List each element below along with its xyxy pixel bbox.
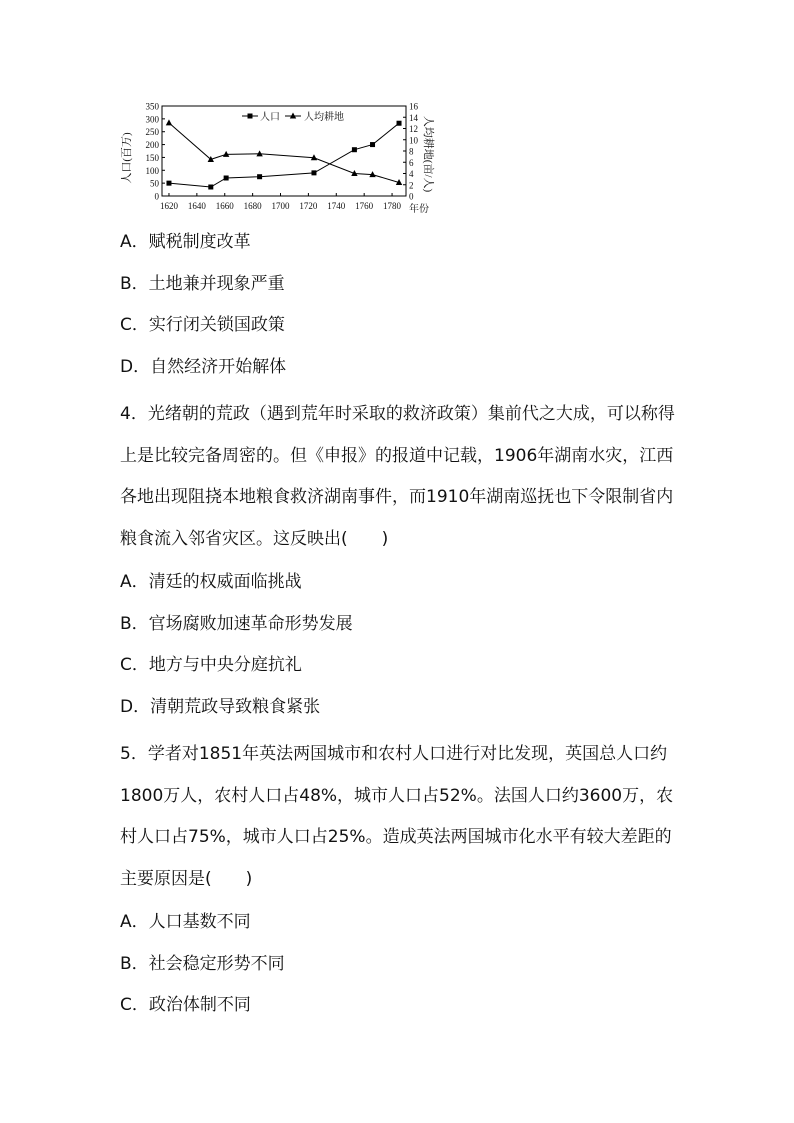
- option-letter: A．: [120, 912, 149, 932]
- left-tick-label: 150: [145, 152, 159, 163]
- option-letter: A．: [120, 232, 149, 252]
- population-farmland-chart: [118, 98, 438, 216]
- series-lines: [169, 123, 399, 187]
- right-tick-label: 16: [409, 101, 418, 112]
- q4-option-d: [120, 693, 680, 722]
- population-point: [224, 176, 229, 181]
- population-point: [370, 142, 375, 147]
- option-letter: B．: [120, 613, 149, 634]
- option-text: 地方与中央分庭抗礼: [148, 655, 302, 675]
- x-tick-label: 1640: [187, 201, 206, 211]
- left-axis-label: 人口(百万): [121, 132, 133, 184]
- q3-option-a: [120, 228, 680, 257]
- option-text: 人口基数不同: [148, 912, 251, 932]
- q3-option-d: [120, 353, 680, 382]
- option-text: 政治体制不同: [148, 995, 251, 1015]
- population-point: [352, 147, 357, 152]
- right-tick-label: 8: [409, 146, 414, 157]
- right-tick-label: 2: [409, 180, 414, 191]
- right-tick-label: 4: [409, 169, 414, 179]
- population-point: [311, 170, 316, 175]
- q3-option-b: [120, 270, 680, 299]
- legend-label-farmland: 人均耕地: [304, 112, 344, 123]
- population-point: [257, 174, 262, 179]
- q4-option-b: [120, 610, 680, 639]
- q5-option-a: [120, 908, 680, 937]
- right-tick-label: 0: [409, 191, 414, 202]
- x-axis-unit: 年份: [409, 204, 429, 215]
- q3-options: [120, 228, 680, 382]
- option-letter: C．: [120, 315, 149, 335]
- legend-label-population: 人口: [260, 112, 280, 123]
- question-content: [120, 228, 680, 1033]
- x-tick-label: 1700: [271, 201, 290, 211]
- x-tick-label: 1780: [383, 201, 402, 211]
- x-tick-label: 1680: [243, 201, 262, 211]
- option-letter: B．: [120, 273, 149, 294]
- option-text: 自然经济开始解体: [150, 356, 287, 377]
- q3-option-c: [120, 311, 680, 340]
- option-text: 土地兼并现象严重: [148, 273, 285, 294]
- q5-option-b: [120, 950, 680, 979]
- right-axis-label: 人均耕地(亩/人): [422, 115, 434, 193]
- option-letter: C．: [120, 655, 149, 675]
- left-tick-label: 100: [145, 165, 159, 176]
- option-letter: D．: [120, 696, 151, 717]
- x-tick-label: 1660: [215, 201, 234, 211]
- option-text: 清廷的权威面临挑战: [148, 572, 302, 592]
- x-tick-label: 1720: [299, 201, 318, 211]
- q5-stem: 5．学者对1851年英法两国城市和农村人口进行对比发现，英国总人口约1800万人，农村人口占48%，城市人口占52%。法国人口约3600万，农村人口占75%，城市人口占25%。造成英法两国城市化水平有较大差距的主要原因是( ): [120, 744, 674, 889]
- q4-option-a: [120, 568, 680, 597]
- q4-stem: 4．光绪朝的荒政（遇到荒年时采取的救济政策）集前代之大成，可以称得上是比较完备周密的。但《申报》的报道中记载，1906年湖南水灾，江西各地出现阻挠本地粮食救济湖南事件，而1910年湖南巡抚也下令限制省内粮食流入邻省灾区。这反映出( ): [120, 404, 675, 549]
- option-text: 清朝荒政导致粮食紧张: [150, 696, 321, 717]
- q4-option-c: [120, 651, 680, 680]
- left-tick-label: 300: [145, 114, 159, 125]
- right-tick-label: 12: [409, 124, 418, 134]
- left-tick-label: 0: [154, 191, 159, 202]
- left-tick-label: 50: [150, 178, 159, 189]
- plot-frame: [162, 106, 406, 196]
- x-tick-label: 1620: [159, 201, 178, 211]
- x-tick-label: 1740: [327, 201, 346, 211]
- population-point: [166, 181, 171, 186]
- option-text: 实行闭关锁国政策: [148, 315, 285, 335]
- x-tick-label: 1760: [355, 201, 374, 211]
- q4-options: [120, 568, 680, 722]
- option-text: 赋税制度改革: [148, 232, 251, 252]
- farmland-series-line: [169, 123, 399, 183]
- left-tick-label: 200: [145, 140, 159, 151]
- option-text: 社会稳定形势不同: [148, 953, 285, 974]
- chart-axes: [162, 106, 406, 196]
- farmland-point: [166, 119, 172, 125]
- q5-option-c: [120, 991, 680, 1020]
- option-letter: B．: [120, 953, 149, 974]
- right-tick-label: 10: [409, 135, 418, 146]
- option-letter: D．: [120, 356, 151, 377]
- series-markers: [166, 119, 402, 189]
- legend-square-marker: [248, 114, 253, 119]
- right-axis-ticks: [403, 102, 419, 202]
- left-tick-label: 350: [145, 101, 159, 112]
- farmland-point: [256, 150, 262, 156]
- option-letter: A．: [120, 572, 149, 592]
- population-point: [397, 121, 402, 126]
- left-tick-label: 250: [145, 127, 159, 138]
- right-tick-label: 6: [409, 157, 414, 168]
- chart-legend: [242, 110, 344, 123]
- option-text: 官场腐败加速革命形势发展: [148, 613, 353, 634]
- population-point: [208, 185, 213, 190]
- option-letter: C．: [120, 995, 149, 1015]
- q5-options: [120, 908, 680, 1020]
- right-tick-label: 14: [409, 112, 418, 123]
